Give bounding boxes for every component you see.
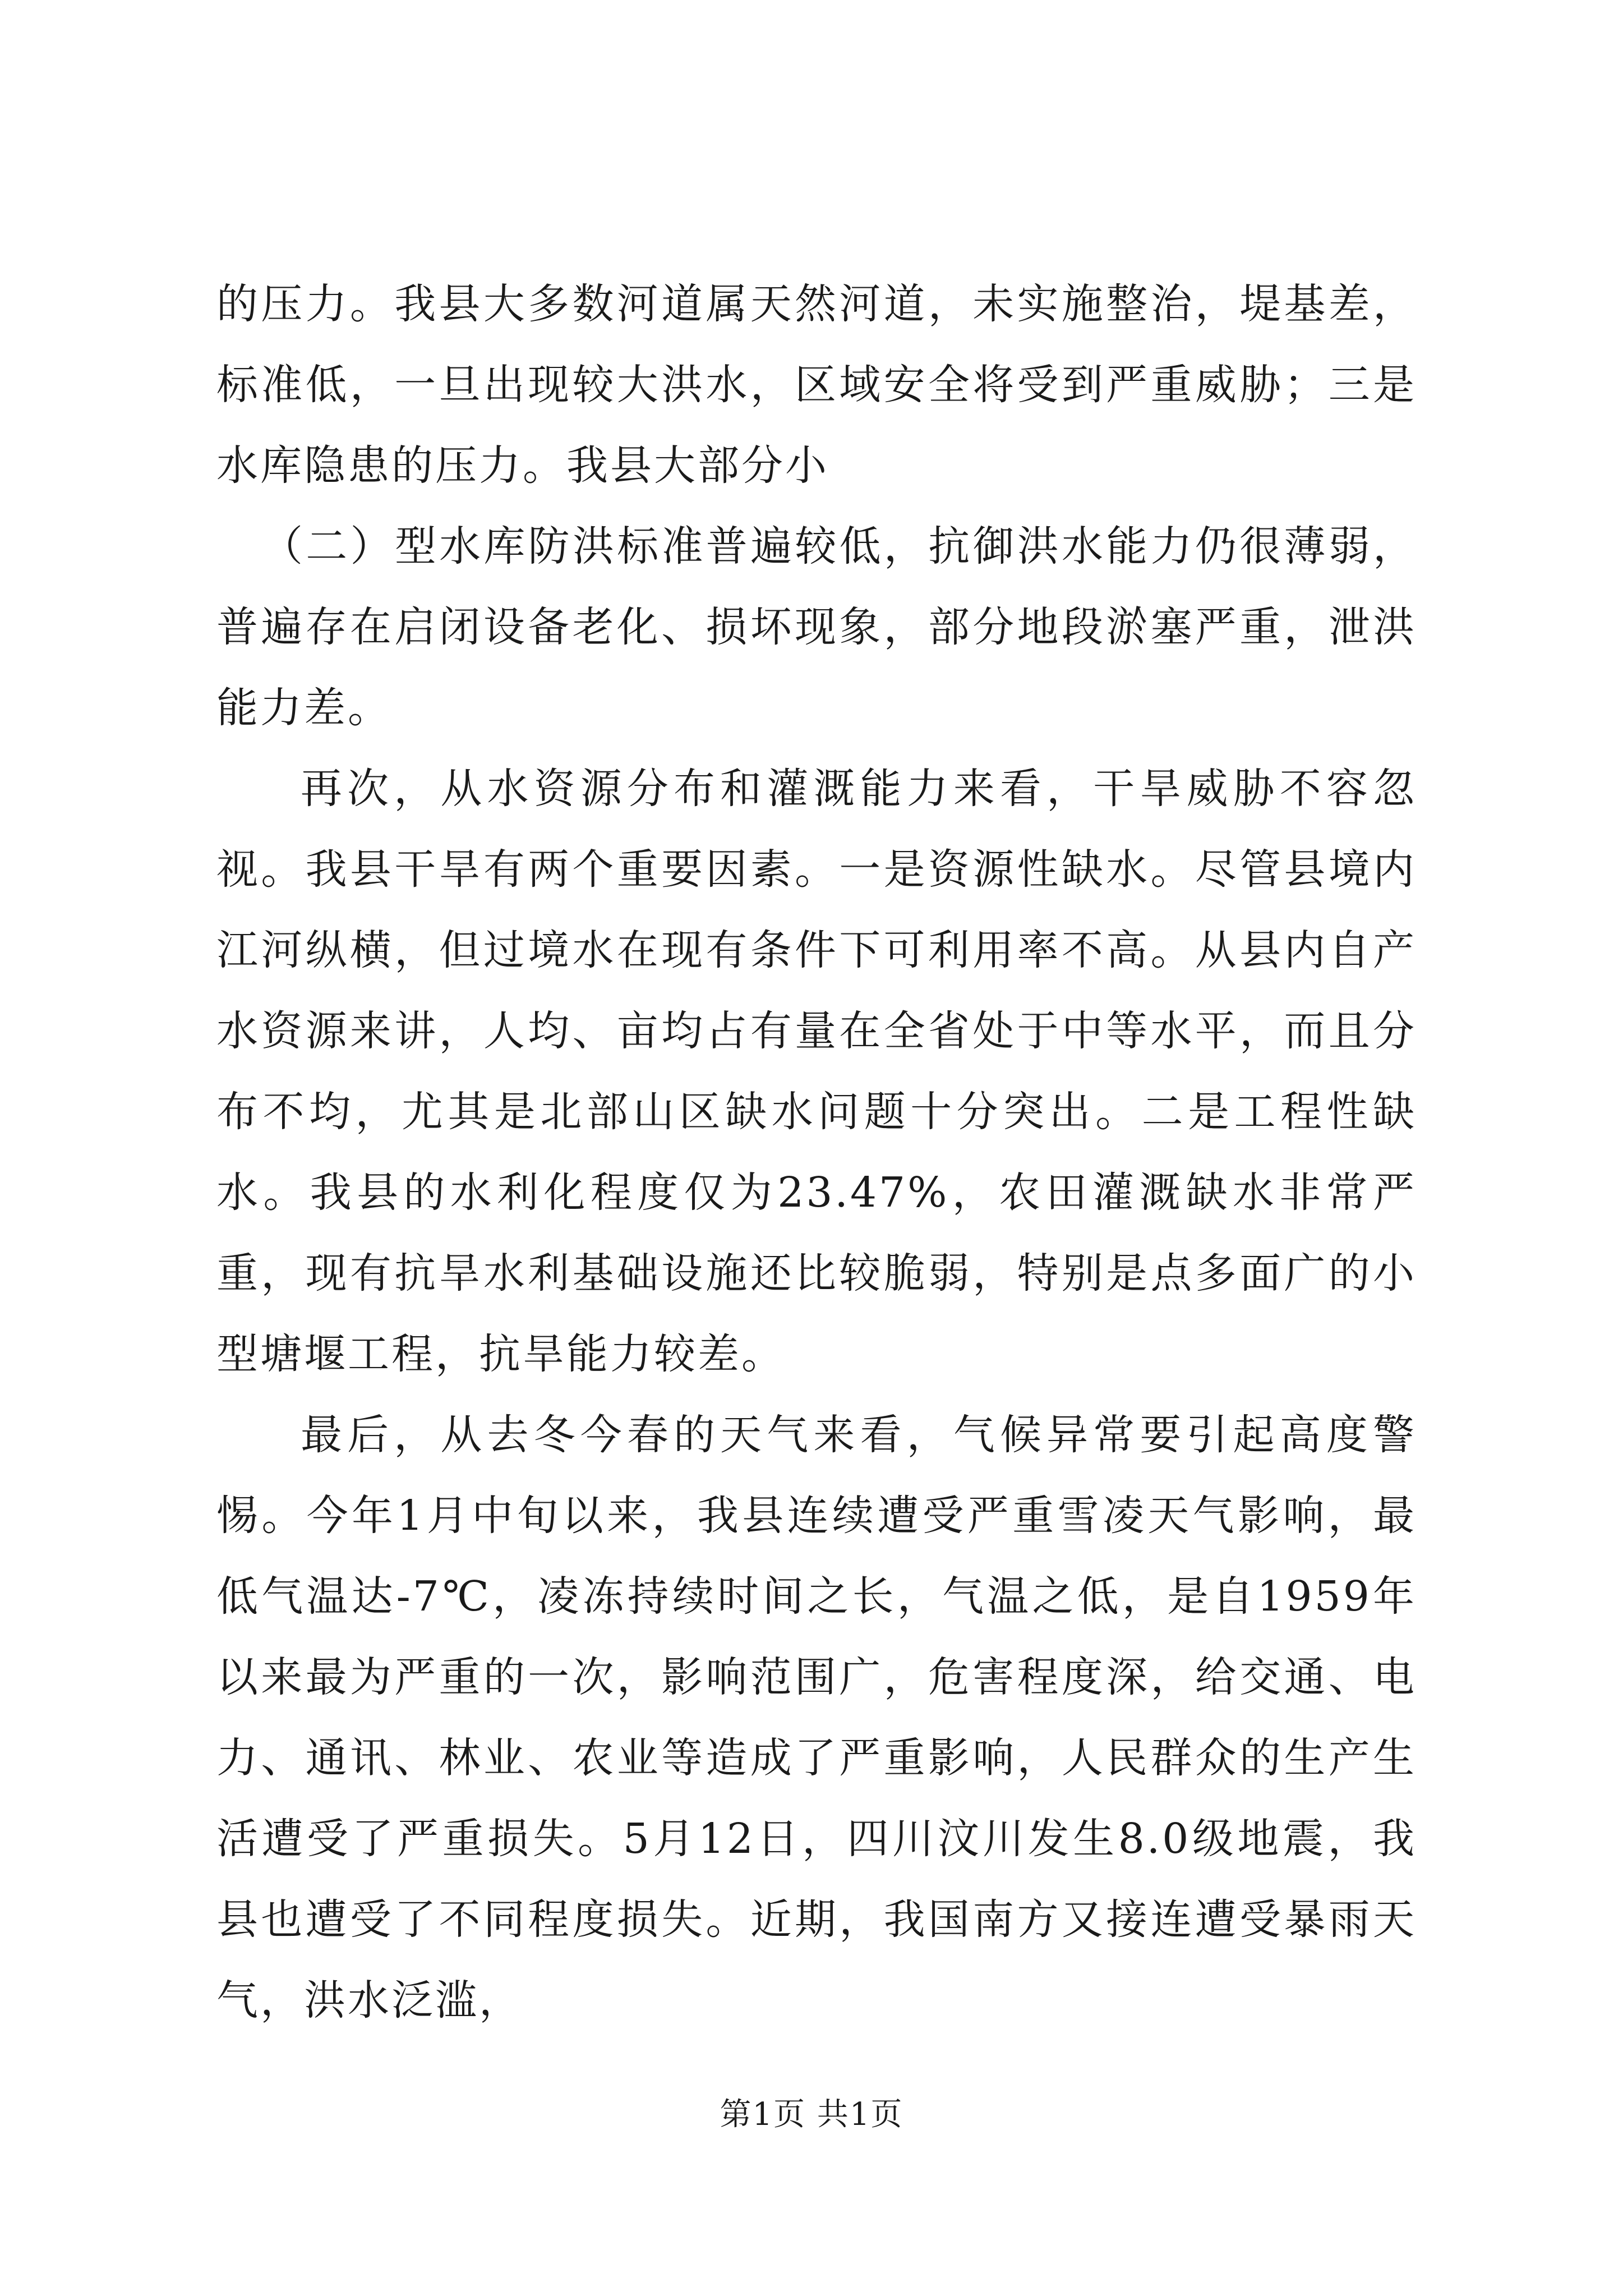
document-body xyxy=(216,264,1417,2041)
page-footer: 第1页 共1页 xyxy=(720,2096,903,2133)
paragraph-section-two: （二）型水库防洪标准普遍较低，抗御洪水能力仍很薄弱，普遍存在启闭设备老化、损坏现象，部分地段淤塞严重，泄洪能力差。 xyxy=(216,522,1417,732)
paragraph-water-resources: 再次，从水资源分布和灌溉能力来看，干旱威胁不容忽视。我县干旱有两个重要因素。一是资源性缺水。尽管县境内江河纵横，但过境水在现有条件下可利用率不高。从县内自产水资源来讲，人均、亩均占有量在全省处于中等水平，而且分布不均，尤其是北部山区缺水问题十分突出。二是工程性缺水。我县的水利化程度仅为23.47%，农田灌溉缺水非常严重，现有抗旱水利基础设施还比较脆弱，特别是点多面广的小型塘堰工程，抗旱能力较差。 xyxy=(216,765,1417,1378)
paragraph-continued: 的压力。我县大多数河道属天然河道，未实施整治，堤基差，标准低，一旦出现较大洪水，区域安全将受到严重威胁；三是水库隐患的压力。我县大部分小 xyxy=(216,280,1417,490)
paragraph-weather: 最后，从去冬今春的天气来看，气候异常要引起高度警惕。今年1月中旬以来，我县连续遭受严重雪凌天气影响，最低气温达-7℃，凌冻持续时间之长，气温之低，是自1959年以来最为严重的一次，影响范围广，危害程度深，给交通、电力、通讯、林业、农业等造成了严重影响，人民群众的生产生活遭受了严重损失。5月12日，四川汶川发生8.0级地震，我县也遭受了不同程度损失。近期，我国南方又接连遭受暴雨天气，洪水泛滥， xyxy=(216,1411,1417,2024)
